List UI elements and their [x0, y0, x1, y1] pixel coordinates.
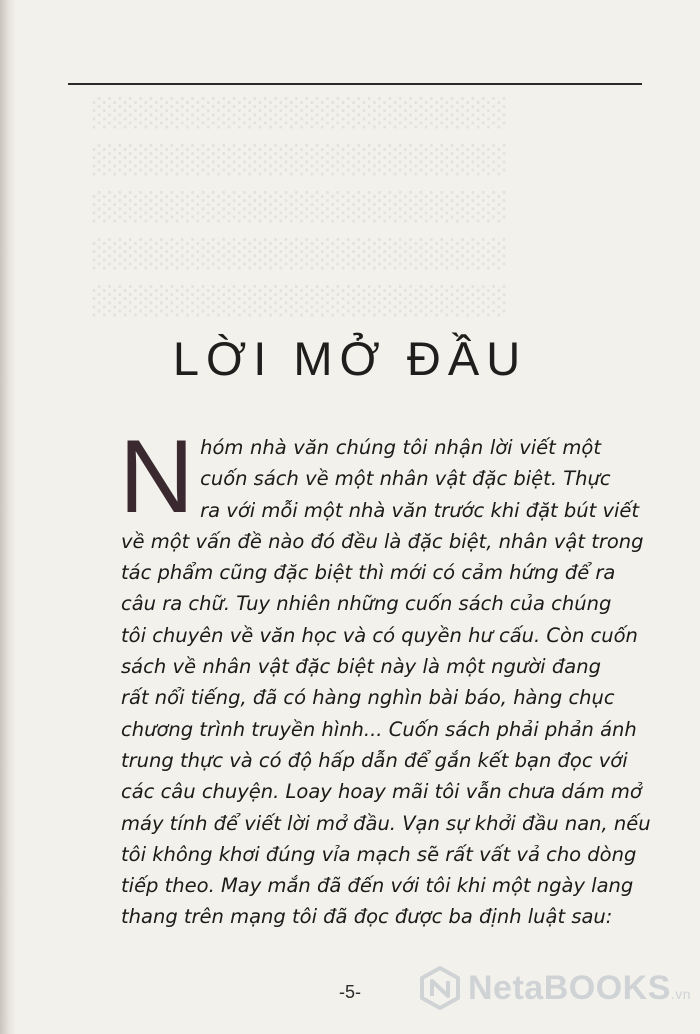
text-line: thang trên mạng tôi đã đọc được ba định luật sau: [121, 905, 613, 929]
text-line: ra với mỗi một nhà văn trước khi đặt bút viết [200, 498, 640, 522]
text-line: cuốn sách về một nhân vật đặc biệt. Thực [200, 467, 611, 491]
text-line: trung thực và có độ hấp dẫn để gắn kết bạn đọc với [121, 748, 628, 772]
text-line: tiếp theo. May mắn đã đến với tôi khi một ngày lang [121, 874, 634, 898]
text-line: các câu chuyện. Loay hoay mãi tôi vẫn chưa dám mở [121, 780, 642, 804]
watermark-brand [468, 969, 691, 1008]
text-line: sách về nhân vật đặc biệt này là một người đang [121, 655, 601, 679]
page-binding-shadow [0, 0, 16, 1034]
chapter-title: LỜI MỞ ĐẦU [172, 332, 528, 386]
text-line: tác phẩm cũng đặc biệt thì mới có cảm hứng để ra [121, 561, 616, 585]
text-line: máy tính để viết lời mở đầu. Vạn sự khởi đầu nan, nếu [121, 811, 651, 835]
text-line: hóm nhà văn chúng tôi nhận lời viết một [200, 436, 601, 459]
watermark-suffix: .vn [670, 985, 692, 1002]
show-through-texture: ░░░░░░░░░░░░░░░░░░░░ ░░░░░░░░░░░░░░░░░░░░ ░░░░░░░░░░░░░░░░░░░░ ░░░░░░░░░░░░░░░░░░░░ ░░░░░░░░░░░░░░░░░░░░ [90, 98, 506, 317]
text-line: tôi không khơi đúng vỉa mạch sẽ rất vất vả cho dòng [121, 842, 637, 866]
page-number: -5- [339, 982, 361, 1002]
header-rule [68, 83, 642, 85]
text-line: về một vấn đề nào đó đều là đặc biệt, nhân vật trong [121, 529, 644, 553]
text-line: rất nổi tiếng, đã có hàng nghìn bài báo, hàng chục [121, 686, 615, 710]
body-text [119, 419, 651, 933]
text-line: chương trình truyền hình... Cuốn sách phải phản ánh [121, 717, 637, 741]
text-line: câu ra chữ. Tuy nhiên những cuốn sách của chúng [121, 592, 612, 616]
watermark-brand-name: NetaBOOKS [468, 968, 671, 1007]
neta-logo-icon [418, 966, 462, 1010]
text-line: tôi chuyên về văn học và có quyền hư cấu. Còn cuốn [121, 623, 638, 647]
watermark [418, 966, 691, 1010]
drop-cap: N [119, 419, 195, 535]
